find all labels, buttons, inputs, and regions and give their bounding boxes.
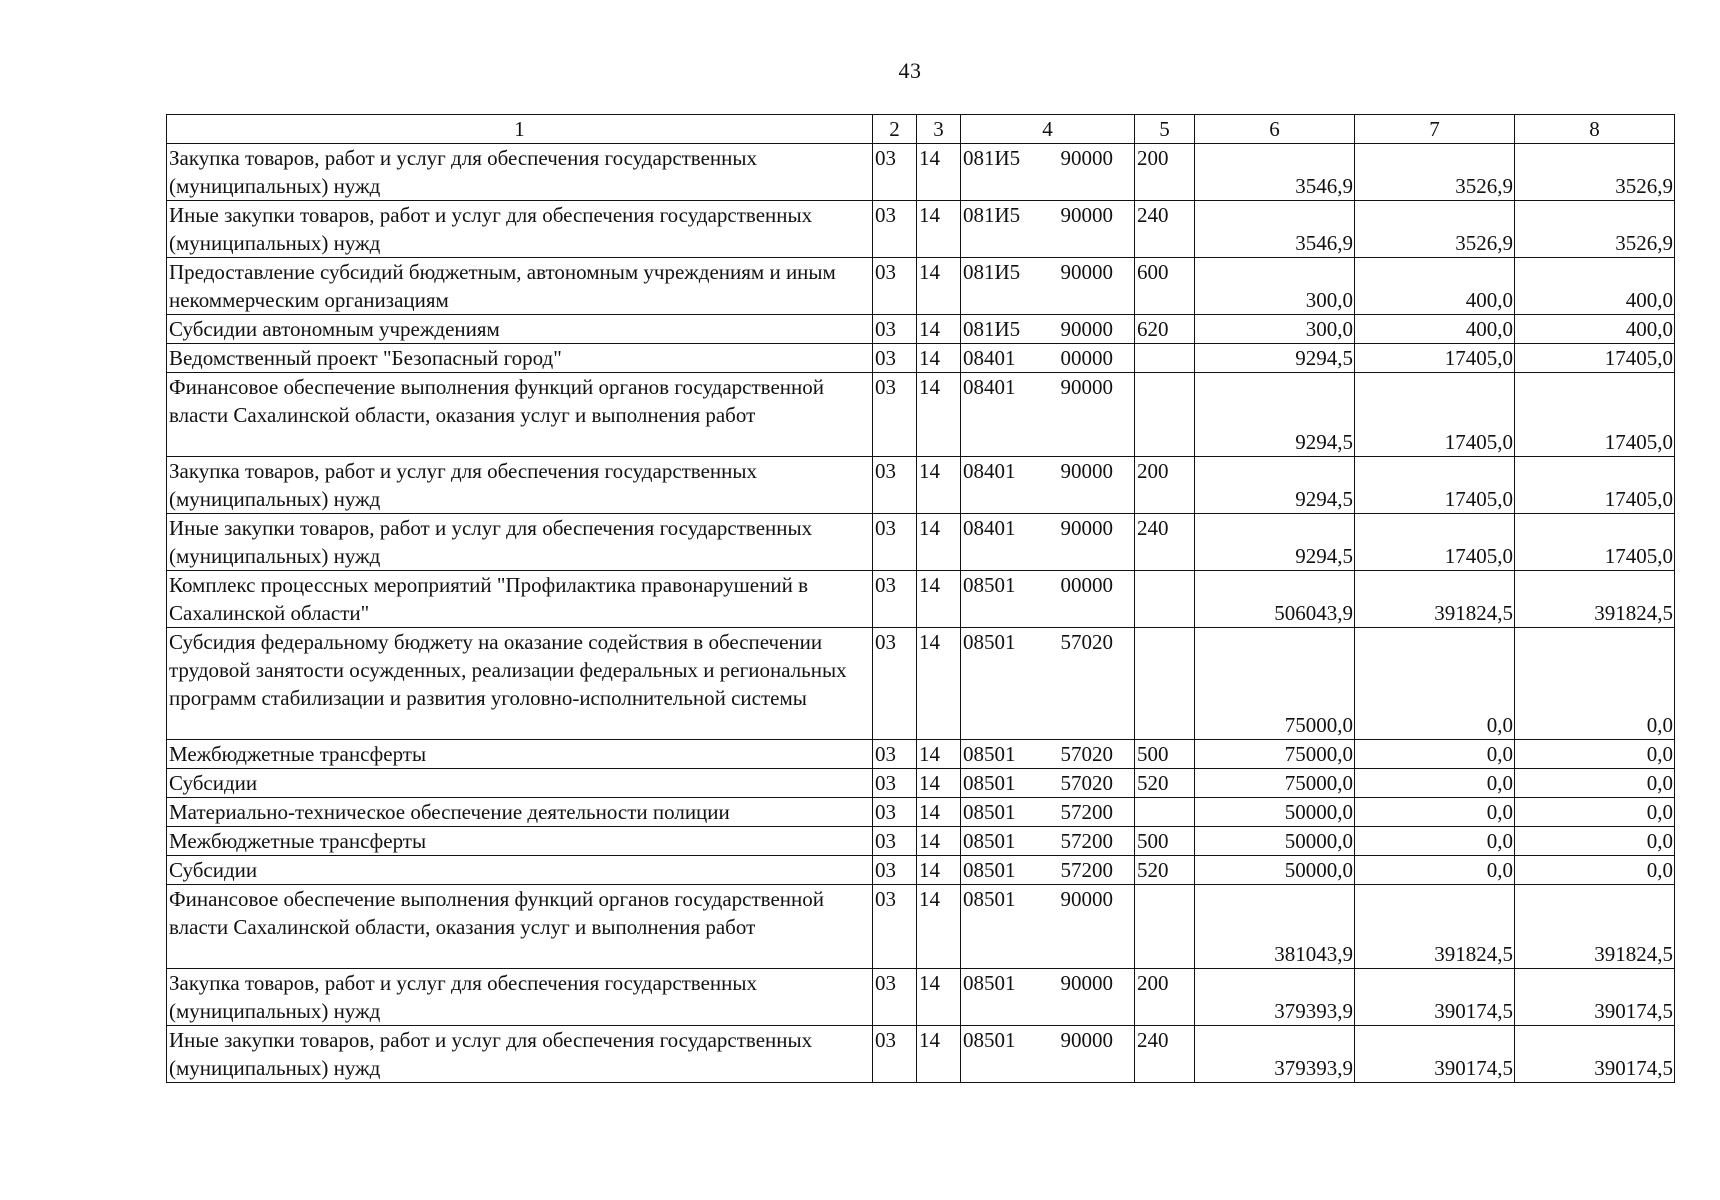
row-section-cell: 03 [873, 827, 917, 856]
row-expense-type-cell [1135, 628, 1195, 740]
row-program-code-cell [961, 740, 1135, 769]
header-cell-4: 4 [961, 115, 1135, 144]
row-expense-type-cell [1135, 373, 1195, 457]
program-code: 08501 [963, 971, 1016, 995]
row-amount-cell: 17405,0 [1355, 514, 1515, 571]
direction-code: 57200 [1060, 800, 1113, 824]
row-amount-cell: 17405,0 [1515, 514, 1675, 571]
table-row [167, 144, 1675, 201]
row-name-cell: Иные закупки товаров, работ и услуг для обеспечения государственных (муниципальных) нужд [167, 1026, 873, 1083]
row-expense-type-cell: 200 [1135, 969, 1195, 1026]
direction-code: 90000 [1060, 887, 1113, 911]
row-program-code-cell [961, 969, 1135, 1026]
row-expense-type-cell: 500 [1135, 740, 1195, 769]
header-cell-5: 5 [1135, 115, 1195, 144]
program-code: 08501 [963, 887, 1016, 911]
row-amount-cell: 390174,5 [1355, 969, 1515, 1026]
row-amount-cell: 3546,9 [1195, 144, 1355, 201]
row-amount-cell: 0,0 [1515, 856, 1675, 885]
row-section-cell: 03 [873, 258, 917, 315]
row-subsection-cell: 14 [917, 856, 961, 885]
table-row [167, 969, 1675, 1026]
row-section-cell: 03 [873, 315, 917, 344]
direction-code: 90000 [1060, 375, 1113, 399]
row-program-code-cell [961, 144, 1135, 201]
header-row [167, 115, 1675, 144]
row-amount-cell: 506043,9 [1195, 571, 1355, 628]
row-amount-cell: 0,0 [1355, 798, 1515, 827]
row-subsection-cell: 14 [917, 315, 961, 344]
row-amount-cell: 300,0 [1195, 315, 1355, 344]
header-cell-6: 6 [1195, 115, 1355, 144]
row-amount-cell: 17405,0 [1355, 457, 1515, 514]
row-name-cell: Закупка товаров, работ и услуг для обеспечения государственных (муниципальных) нужд [167, 144, 873, 201]
table-row [167, 315, 1675, 344]
row-section-cell: 03 [873, 514, 917, 571]
row-amount-cell: 50000,0 [1195, 856, 1355, 885]
program-code: 08501 [963, 829, 1016, 853]
direction-code: 57020 [1060, 630, 1113, 654]
row-amount-cell: 0,0 [1515, 827, 1675, 856]
header-cell-1: 1 [167, 115, 873, 144]
row-name-cell: Субсидия федеральному бюджету на оказание содействия в обеспечении трудовой занятости осужденных, реализации федеральных и региональных программ стабилизации и развития уголовно-исполнительной системы [167, 628, 873, 740]
program-code: 08401 [963, 516, 1016, 540]
row-amount-cell: 379393,9 [1195, 1026, 1355, 1083]
row-subsection-cell: 14 [917, 457, 961, 514]
row-name-cell: Межбюджетные трансферты [167, 827, 873, 856]
row-program-code-cell [961, 885, 1135, 969]
direction-code: 90000 [1060, 203, 1113, 227]
table-body [167, 144, 1675, 1083]
row-subsection-cell: 14 [917, 258, 961, 315]
row-amount-cell: 17405,0 [1515, 373, 1675, 457]
row-amount-cell: 300,0 [1195, 258, 1355, 315]
program-code: 08401 [963, 346, 1016, 370]
row-expense-type-cell: 620 [1135, 315, 1195, 344]
program-code: 08401 [963, 375, 1016, 399]
program-code: 08501 [963, 1028, 1016, 1052]
row-program-code-cell [961, 457, 1135, 514]
row-program-code-cell [961, 258, 1135, 315]
row-section-cell: 03 [873, 885, 917, 969]
table-row [167, 457, 1675, 514]
row-amount-cell: 391824,5 [1515, 885, 1675, 969]
header-cell-8: 8 [1515, 115, 1675, 144]
row-subsection-cell: 14 [917, 201, 961, 258]
program-code: 08501 [963, 630, 1016, 654]
row-section-cell: 03 [873, 373, 917, 457]
budget-table [166, 114, 1675, 1083]
row-amount-cell: 50000,0 [1195, 827, 1355, 856]
row-subsection-cell: 14 [917, 344, 961, 373]
row-subsection-cell: 14 [917, 969, 961, 1026]
row-amount-cell: 75000,0 [1195, 740, 1355, 769]
table-row [167, 344, 1675, 373]
row-subsection-cell: 14 [917, 571, 961, 628]
program-code: 081И5 [963, 317, 1021, 341]
row-amount-cell: 390174,5 [1355, 1026, 1515, 1083]
table-row [167, 514, 1675, 571]
row-program-code-cell [961, 514, 1135, 571]
table-row [167, 201, 1675, 258]
row-name-cell: Предоставление субсидий бюджетным, автономным учреждениям и иным некоммерческим организациям [167, 258, 873, 315]
row-amount-cell: 9294,5 [1195, 514, 1355, 571]
row-amount-cell: 17405,0 [1515, 344, 1675, 373]
row-section-cell: 03 [873, 769, 917, 798]
row-amount-cell: 0,0 [1355, 856, 1515, 885]
row-amount-cell: 3526,9 [1355, 144, 1515, 201]
direction-code: 90000 [1060, 459, 1113, 483]
row-expense-type-cell: 240 [1135, 201, 1195, 258]
row-program-code-cell [961, 571, 1135, 628]
row-program-code-cell [961, 315, 1135, 344]
row-amount-cell: 0,0 [1515, 740, 1675, 769]
row-name-cell: Межбюджетные трансферты [167, 740, 873, 769]
row-amount-cell: 390174,5 [1515, 1026, 1675, 1083]
row-amount-cell: 0,0 [1515, 628, 1675, 740]
row-amount-cell: 3526,9 [1515, 144, 1675, 201]
row-amount-cell: 390174,5 [1515, 969, 1675, 1026]
row-program-code-cell [961, 373, 1135, 457]
row-amount-cell: 0,0 [1355, 628, 1515, 740]
row-expense-type-cell: 520 [1135, 856, 1195, 885]
row-expense-type-cell [1135, 798, 1195, 827]
row-amount-cell: 75000,0 [1195, 769, 1355, 798]
row-subsection-cell: 14 [917, 827, 961, 856]
direction-code: 57200 [1060, 858, 1113, 882]
row-subsection-cell: 14 [917, 1026, 961, 1083]
table-row [167, 856, 1675, 885]
direction-code: 90000 [1060, 317, 1113, 341]
row-section-cell: 03 [873, 628, 917, 740]
row-expense-type-cell: 240 [1135, 1026, 1195, 1083]
row-expense-type-cell: 240 [1135, 514, 1195, 571]
row-section-cell: 03 [873, 344, 917, 373]
direction-code: 90000 [1060, 971, 1113, 995]
row-amount-cell: 3526,9 [1515, 201, 1675, 258]
direction-code: 90000 [1060, 516, 1113, 540]
direction-code: 57200 [1060, 829, 1113, 853]
row-amount-cell: 400,0 [1355, 315, 1515, 344]
row-expense-type-cell [1135, 344, 1195, 373]
row-amount-cell: 0,0 [1355, 827, 1515, 856]
row-expense-type-cell: 200 [1135, 457, 1195, 514]
row-name-cell: Ведомственный проект "Безопасный город" [167, 344, 873, 373]
row-amount-cell: 0,0 [1355, 769, 1515, 798]
row-amount-cell: 3546,9 [1195, 201, 1355, 258]
row-subsection-cell: 14 [917, 514, 961, 571]
row-section-cell: 03 [873, 1026, 917, 1083]
row-expense-type-cell: 600 [1135, 258, 1195, 315]
row-amount-cell: 391824,5 [1355, 885, 1515, 969]
row-amount-cell: 0,0 [1515, 769, 1675, 798]
header-cell-3: 3 [917, 115, 961, 144]
table-row [167, 740, 1675, 769]
row-amount-cell: 50000,0 [1195, 798, 1355, 827]
row-subsection-cell: 14 [917, 769, 961, 798]
table-row [167, 373, 1675, 457]
page-number: 43 [898, 58, 922, 83]
row-name-cell: Материально-техническое обеспечение деятельности полиции [167, 798, 873, 827]
program-code: 08501 [963, 800, 1016, 824]
direction-code: 90000 [1060, 1028, 1113, 1052]
row-program-code-cell [961, 201, 1135, 258]
direction-code: 00000 [1060, 573, 1113, 597]
row-amount-cell: 400,0 [1515, 315, 1675, 344]
row-name-cell: Субсидии [167, 769, 873, 798]
row-name-cell: Комплекс процессных мероприятий "Профилактика правонарушений в Сахалинской области" [167, 571, 873, 628]
table-row [167, 571, 1675, 628]
row-section-cell: 03 [873, 201, 917, 258]
table-row [167, 628, 1675, 740]
row-section-cell: 03 [873, 144, 917, 201]
table-row [167, 827, 1675, 856]
program-code: 081И5 [963, 146, 1021, 170]
row-name-cell: Финансовое обеспечение выполнения функций органов государственной власти Сахалинской области, оказания услуг и выполнения работ [167, 885, 873, 969]
row-amount-cell: 75000,0 [1195, 628, 1355, 740]
table-row [167, 1026, 1675, 1083]
header-cell-7: 7 [1355, 115, 1515, 144]
row-amount-cell: 379393,9 [1195, 969, 1355, 1026]
direction-code: 90000 [1060, 146, 1113, 170]
row-expense-type-cell: 500 [1135, 827, 1195, 856]
row-section-cell: 03 [873, 969, 917, 1026]
row-name-cell: Иные закупки товаров, работ и услуг для обеспечения государственных (муниципальных) нужд [167, 201, 873, 258]
row-amount-cell: 17405,0 [1355, 373, 1515, 457]
row-section-cell: 03 [873, 457, 917, 514]
row-subsection-cell: 14 [917, 373, 961, 457]
row-amount-cell: 0,0 [1515, 798, 1675, 827]
row-amount-cell: 391824,5 [1515, 571, 1675, 628]
row-amount-cell: 17405,0 [1515, 457, 1675, 514]
table-row [167, 885, 1675, 969]
row-amount-cell: 3526,9 [1355, 201, 1515, 258]
row-amount-cell: 17405,0 [1355, 344, 1515, 373]
row-name-cell: Субсидии [167, 856, 873, 885]
row-subsection-cell: 14 [917, 798, 961, 827]
program-code: 081И5 [963, 203, 1021, 227]
direction-code: 57020 [1060, 771, 1113, 795]
table-row [167, 258, 1675, 315]
direction-code: 00000 [1060, 346, 1113, 370]
row-expense-type-cell [1135, 571, 1195, 628]
row-amount-cell: 400,0 [1515, 258, 1675, 315]
row-subsection-cell: 14 [917, 628, 961, 740]
row-section-cell: 03 [873, 798, 917, 827]
row-expense-type-cell: 520 [1135, 769, 1195, 798]
row-amount-cell: 391824,5 [1355, 571, 1515, 628]
row-amount-cell: 9294,5 [1195, 344, 1355, 373]
program-code: 08401 [963, 459, 1016, 483]
row-amount-cell: 0,0 [1355, 740, 1515, 769]
direction-code: 90000 [1060, 260, 1113, 284]
row-name-cell: Финансовое обеспечение выполнения функций органов государственной власти Сахалинской области, оказания услуг и выполнения работ [167, 373, 873, 457]
row-subsection-cell: 14 [917, 740, 961, 769]
row-program-code-cell [961, 856, 1135, 885]
row-program-code-cell [961, 798, 1135, 827]
row-section-cell: 03 [873, 571, 917, 628]
row-program-code-cell [961, 827, 1135, 856]
row-amount-cell: 9294,5 [1195, 373, 1355, 457]
program-code: 08501 [963, 573, 1016, 597]
row-section-cell: 03 [873, 740, 917, 769]
row-program-code-cell [961, 769, 1135, 798]
direction-code: 57020 [1060, 742, 1113, 766]
row-subsection-cell: 14 [917, 885, 961, 969]
row-name-cell: Закупка товаров, работ и услуг для обеспечения государственных (муниципальных) нужд [167, 969, 873, 1026]
row-subsection-cell: 14 [917, 144, 961, 201]
row-amount-cell: 9294,5 [1195, 457, 1355, 514]
row-expense-type-cell: 200 [1135, 144, 1195, 201]
table-row [167, 798, 1675, 827]
row-program-code-cell [961, 344, 1135, 373]
program-code: 08501 [963, 742, 1016, 766]
row-name-cell: Иные закупки товаров, работ и услуг для обеспечения государственных (муниципальных) нужд [167, 514, 873, 571]
row-expense-type-cell [1135, 885, 1195, 969]
program-code: 08501 [963, 771, 1016, 795]
row-name-cell: Закупка товаров, работ и услуг для обеспечения государственных (муниципальных) нужд [167, 457, 873, 514]
row-name-cell: Субсидии автономным учреждениям [167, 315, 873, 344]
row-section-cell: 03 [873, 856, 917, 885]
program-code: 08501 [963, 858, 1016, 882]
program-code: 081И5 [963, 260, 1021, 284]
header-cell-2: 2 [873, 115, 917, 144]
row-program-code-cell [961, 628, 1135, 740]
row-amount-cell: 400,0 [1355, 258, 1515, 315]
row-amount-cell: 381043,9 [1195, 885, 1355, 969]
row-program-code-cell [961, 1026, 1135, 1083]
table-row [167, 769, 1675, 798]
